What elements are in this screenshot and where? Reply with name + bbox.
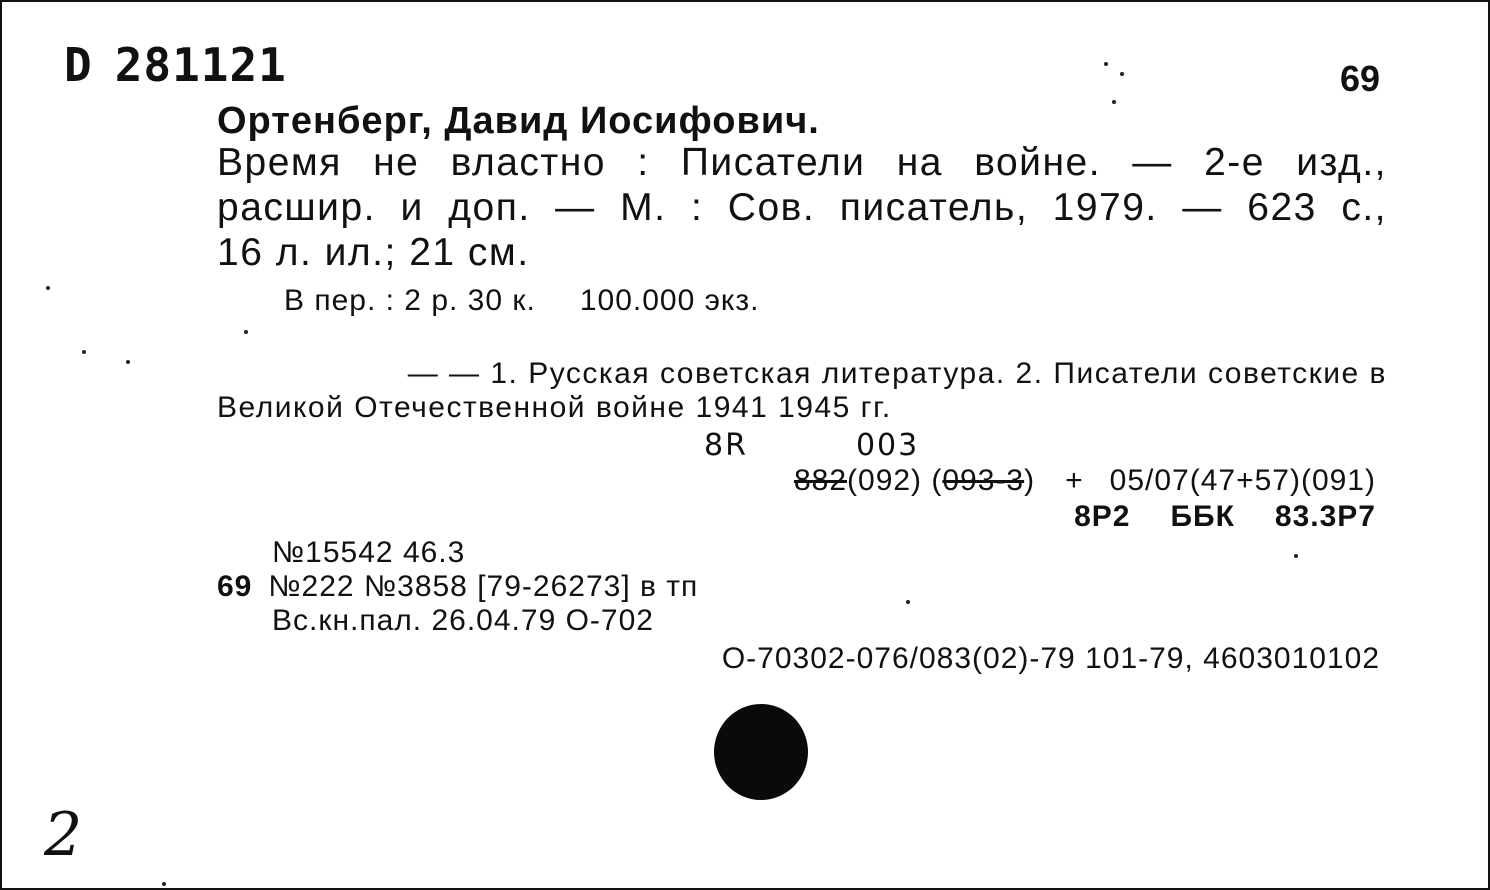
bbk-classification [1074,500,1376,534]
udc-crossed-code: 882 [793,464,848,497]
ink-speck [82,350,86,354]
bbk-label: ББК [1170,500,1235,533]
udc-crossed-code: 093-3 [942,464,1025,497]
page-number: 69 [1340,58,1381,99]
price: В пер. : 2 р. 30 к. [284,284,536,317]
subject-headings [217,357,1387,425]
reference-line [217,570,698,604]
subject-line: Великой Отечественной войне 1941 1945 гг. [217,391,892,424]
handwritten-correction [704,428,919,463]
author-heading: Ортенберг, Давид Иосифович. [217,100,820,142]
reference-line: №15542 46.3 [272,536,466,569]
handwritten-code-2: 003 [855,428,920,463]
price-line [284,284,759,318]
description-line: Время не властно : Писатели на войне. — 2-е изд., [217,141,1387,184]
punch-hole [714,704,808,800]
description-line: расшир. и доп. — М. : Сов. писатель, 1979. — 623 с., [217,186,1387,229]
ink-speck [1120,72,1124,76]
ink-speck [1294,554,1298,558]
ink-speck [244,330,248,334]
ink-speck [126,360,130,364]
ink-speck [906,600,910,604]
udc-code: (092) ( [847,464,943,497]
handwritten-code-1: 8R [704,428,748,463]
ink-speck [46,286,50,290]
ink-speck [1112,100,1116,104]
circulation: 100.000 экз. [579,284,760,317]
description-line: 16 л. ил.; 21 см. [217,231,530,274]
reference-line: Вс.кн.пал. 26.04.79 О-702 [272,604,654,637]
bibliographic-description [217,140,1387,275]
stamp-number: 281121 [114,38,287,92]
udc-code: 05/07(47+57)(091) [1109,464,1376,497]
subject-line: — — 1. Русская советская литература. 2. Писатели советские в [407,357,1387,390]
reference-prefix: 69 [217,570,253,603]
stamp-prefix: D [64,38,93,92]
reference-text: №222 №3858 [79-26273] в тп [268,570,699,603]
ink-speck [162,882,166,886]
udc-code: ) [1024,464,1036,497]
bbk-code: 83.3Р7 [1274,500,1376,533]
bbk-code: 8Р2 [1074,500,1131,533]
isbn-line: О-70302-076/083(02)-79 101-79, 4603010102 [721,642,1380,675]
udc-classification [794,464,1376,498]
handwritten-mark: 2 [44,800,83,870]
ink-speck [1104,62,1108,66]
accession-stamp [64,38,287,92]
udc-plus: + [1065,464,1084,497]
